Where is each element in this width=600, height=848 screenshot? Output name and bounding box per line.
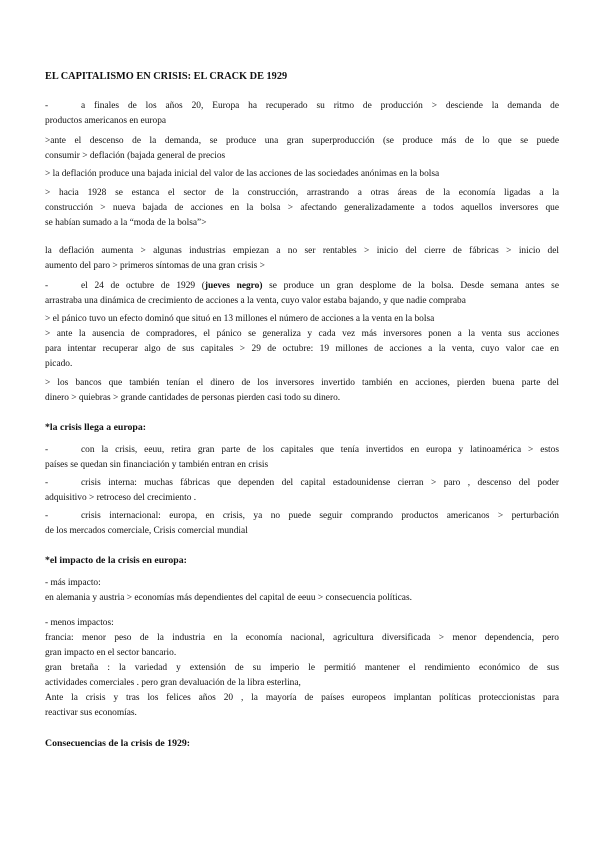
text-line: construcción > nueva bajada de acciones en la bolsa > afectando generalizadamente a todos aquellos inversores que [45,203,559,213]
text-fragment: se produce un gran desplome de la bolsa. Desde semana antes se [262,281,559,291]
text-line: picado. [45,359,73,369]
text-line: dinero > quiebras > grande cantidades de personas pierden casi todo su dinero. [45,393,341,403]
text-line: en alemania y austria > economías más dependientes del capital de eeuu > consecuencia políticas. [45,593,412,603]
text-line: gran impacto en el sector bancario. [45,648,177,658]
text-line: > el pánico tuvo un efecto dominó que situó en 13 millones el número de acciones a la venta en la bolsa [45,314,435,324]
text-line: arrastraba una dinámica de crecimiento de acciones a la venta, cuyo valor estaba bajando, y que nadie compraba [45,296,466,306]
text-line: países se quedan sin financiación y también entran en crisis [45,460,269,470]
text-line: actividades comerciales . pero gran devaluación de la libra esterlina, [45,678,301,688]
text-line: reactivar sus economías. [45,708,137,718]
text-line: para intentar recuperar algo de sus capitales > 29 de octubre: 19 millones de acciones a la venta, cuyo valor cae en [45,344,559,354]
paragraph-panic [45,312,559,327]
paragraph-deflation-increases [45,244,559,274]
text-line: > la deflación produce una bajada inicial del valor de las acciones de las sociedades anónimas en la bolsa [45,169,440,179]
text-line: a finales de los años 20, Europa ha recuperado su ritmo de producción > desciende la demanda de [81,101,559,111]
text-line: - más impacto: [45,578,101,588]
text-line: >ante el descenso de la demanda, se produce una gran superproducción (se produce más de lo que se puede [45,136,559,146]
text-line: > los bancos que también tenían el dinero de los inversores invertido también en acciones, pierden buena parte del [45,378,559,388]
text-line: consumir > deflación (bajada general de precios [45,151,226,161]
text-line: > hacia 1928 se estanca el sector de la construcción, arrastrando a otras áreas de la economía ligadas a la [45,188,559,198]
text-line: productos americanos en europa [45,116,167,126]
paragraph-international-crisis [45,509,559,539]
paragraph-construction [45,186,559,231]
text-line: se habían sumado a la “moda de la bolsa”> [45,218,207,228]
text-fragment: el 24 de octubre de 1929 ( [81,281,205,291]
paragraph-deflation [45,167,559,182]
section-heading-consequences: Consecuencias de la crisis de 1929: [45,738,191,749]
text-line: francia: menor peso de la industria en la economía nacional, agricultura diversificada > menor dependencia, pero [45,633,559,643]
text-line: de los mercados comerciale, Crisis comercial mundial [45,526,248,536]
text-line: gran bretaña : la variedad y extensión de su imperio le permitió mantener el rendimiento económico de sus [45,663,559,673]
text-line: crisis interna: muchas fábricas que dependen del capital estadounidense cierran > paro , descenso del poder [81,478,559,488]
section-heading-impact-europe: *el impacto de la crisis en europa: [45,555,187,566]
black-thursday-emphasis: jueves negro) [204,281,263,291]
paragraph-internal-crisis [45,476,559,506]
text-line: crisis internacional: europa, en crisis, ya no puede seguir comprando productos americanos > perturbación [81,511,559,521]
text-line: - menos impactos: [45,618,114,628]
paragraph-banks [45,376,559,406]
bullet-dash: - [45,445,49,455]
text-line: la deflación aumenta > algunas industrias empiezan a no ser rentables > inicio del cierre de fábricas > inicio del [45,246,559,256]
paragraph-capital-withdrawal [45,443,559,473]
paragraph-more-impact [45,576,559,606]
text-line: aumento del paro > primeros síntomas de una gran crisis > [45,261,265,271]
section-heading-crisis-europe: *la crisis llega a europa: [45,422,147,433]
paragraph-black-thursday [45,279,559,309]
text-line: adquisitivo > retroceso del crecimiento . [45,493,197,503]
bullet-dash: - [45,281,49,291]
bullet-dash: - [45,101,49,111]
bullet-dash: - [45,478,49,488]
bullet-dash: - [45,511,49,521]
paragraph-superproduction [45,134,559,164]
paragraph-no-buyers [45,327,559,372]
paragraph-europe-recovery [45,99,559,129]
text-line: > ante la ausencia de compradores, el pánico se generaliza y cada vez más inversores ponen a la venta sus acciones [45,329,559,339]
text-line: con la crisis, eeuu, retira gran parte de los capitales que tenía invertidos en europa y latinoamérica > estos [81,445,559,455]
text-line: Ante la crisis y tras los felices años 20 , la mayoría de países europeos implantan políticas proteccionistas para [45,693,559,703]
document-title: EL CAPITALISMO EN CRISIS: EL CRACK DE 1929 [45,71,288,82]
paragraph-less-impact [45,616,559,721]
